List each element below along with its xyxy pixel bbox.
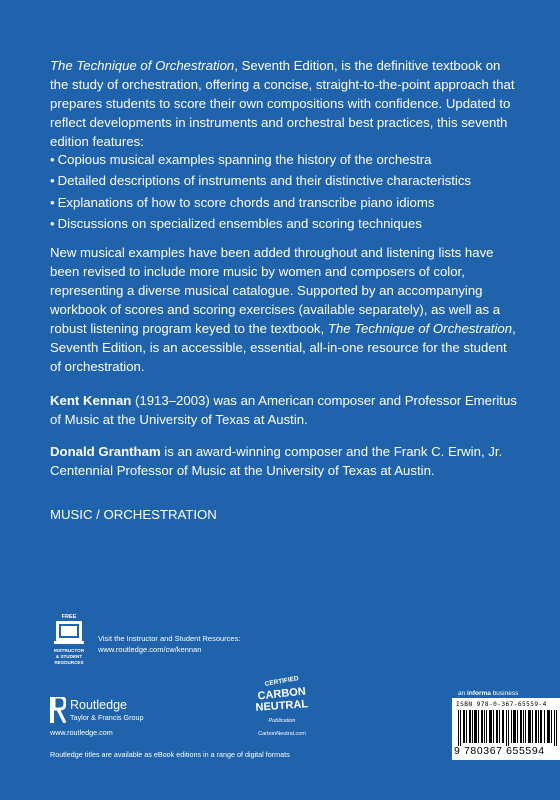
carbon-neutral-logo: [250, 670, 314, 740]
feature-item: • Explanations of how to score chords and transcribe piano idioms: [50, 193, 520, 212]
barcode-bars: [456, 710, 560, 746]
description-paragraph: [50, 243, 520, 376]
features-list: [50, 150, 520, 236]
author-bio: [50, 442, 520, 480]
subject-category: MUSIC / ORCHESTRATION: [50, 507, 217, 522]
intro-paragraph: [50, 56, 520, 151]
neutral-word: NEUTRAL: [255, 698, 309, 714]
author-bio-text: (1913–2003) was an American composer and Professor Emeritus of Music at the University of Texas at Austin.: [50, 393, 517, 427]
author-name: Donald Grantham: [50, 444, 161, 459]
barcode-digits: 9 780367 655594: [454, 745, 545, 757]
isbn-barcode: [452, 698, 560, 760]
feature-item: • Copious musical examples spanning the history of the orchestra: [50, 150, 520, 169]
isbn-label: ISBN 978-0-367-65559-4: [456, 701, 547, 708]
resources-info: [98, 633, 298, 655]
publisher-name: Routledge: [70, 698, 127, 712]
publisher-group: Taylor & Francis Group: [70, 713, 144, 722]
badge-line: INSTRUCTOR: [53, 648, 85, 653]
informa-tag: [458, 690, 518, 698]
carbon-certified: CERTIFIED: [264, 675, 300, 688]
routledge-logo: [50, 697, 170, 727]
carbon-url: CarbonNeutral.com: [258, 731, 306, 737]
resources-label: Visit the Instructor and Student Resources:: [98, 634, 241, 643]
resources-url[interactable]: www.routledge.com/cw/kennan: [98, 645, 202, 654]
informa-brand: informa: [467, 690, 491, 697]
author-name: Kent Kennan: [50, 393, 132, 408]
description-text: New musical examples have been added throughout and listening lists have been revised to include more music by women and composers of color, representing a diverse musical catalogue. Supported by an accompanying workbook of scores and scoring exercises (available separately), as well as a robust listening program keyed to the textbook,: [50, 245, 501, 336]
badge-line: RESOURCES: [54, 660, 84, 665]
ebook-note: Routledge titles are available as eBook editions in a range of digital formats: [50, 750, 290, 759]
free-resources-badge: [50, 612, 88, 668]
badge-free-label: FREE: [61, 614, 77, 620]
badge-line: & STUDENT: [55, 654, 83, 659]
routledge-r-icon: [50, 697, 66, 723]
author-bio-text: is an award-winning composer and the Frank C. Erwin, Jr. Centennial Professor of Music at the University of Texas at Austin.: [50, 444, 503, 478]
description-text-end: , Seventh Edition, is an accessible, essential, all-in-one resource for the student of orchestration.: [50, 321, 516, 374]
author-bio: [50, 391, 520, 429]
informa-prefix: an: [458, 690, 468, 697]
publisher-url[interactable]: www.routledge.com: [50, 728, 113, 737]
feature-item: • Detailed descriptions of instruments and their distinctive characteristics: [50, 171, 520, 190]
informa-suffix: business: [490, 690, 519, 697]
book-title: The Technique of Orchestration: [50, 58, 235, 73]
carbon-sub: Publication: [268, 718, 296, 724]
feature-item: • Discussions on specialized ensembles and scoring techniques: [50, 214, 520, 233]
intro-text: , Seventh Edition, is the definitive textbook on the study of orchestration, offering a concise, straight-to-the-point approach that prepares students to score their own compositions with confidence. Updated to reflect developments in instruments and orchestral best practices, this seventh edition features:: [50, 58, 515, 149]
book-title: The Technique of Orchestration: [327, 321, 513, 336]
carbon-word: CARBON: [257, 685, 307, 703]
